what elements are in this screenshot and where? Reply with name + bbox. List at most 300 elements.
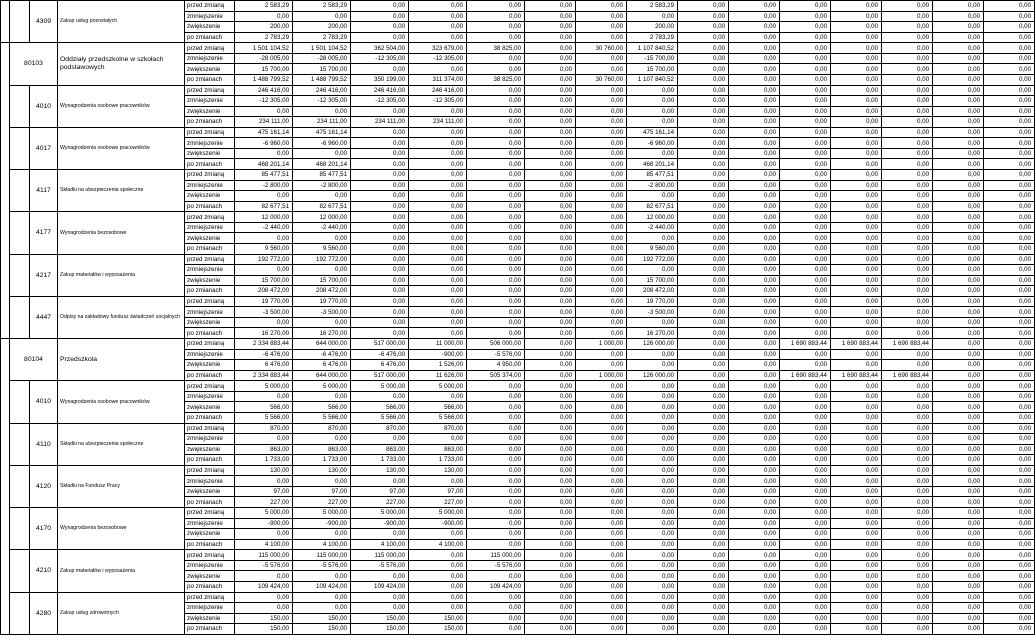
- value-cell: 0,00: [525, 43, 576, 54]
- value-cell: 0,00: [576, 444, 627, 455]
- value-cell: 0,00: [467, 444, 525, 455]
- row-label: zmniejszenie: [185, 391, 235, 402]
- value-cell: -28 005,00: [235, 53, 293, 64]
- value-cell: 0,00: [729, 32, 780, 43]
- value-cell: 0,00: [351, 127, 409, 138]
- value-cell: 0,00: [235, 476, 293, 487]
- value-cell: 644 000,00: [293, 370, 351, 381]
- value-cell: 0,00: [933, 127, 984, 138]
- value-cell: 0,00: [678, 159, 729, 170]
- value-cell: 0,00: [409, 212, 467, 223]
- value-cell: 0,00: [882, 328, 933, 339]
- value-cell: 0,00: [293, 317, 351, 328]
- value-cell: 0,00: [882, 529, 933, 540]
- value-cell: 126 000,00: [627, 370, 678, 381]
- value-cell: 0,00: [831, 127, 882, 138]
- table-row: [1, 339, 1035, 350]
- value-cell: 0,00: [729, 265, 780, 276]
- rozdzial-blank-cell: [10, 1, 30, 43]
- value-cell: 0,00: [678, 254, 729, 265]
- rozdzial-blank-cell: [10, 127, 30, 169]
- value-cell: 0,00: [780, 508, 831, 519]
- value-cell: 0,00: [467, 180, 525, 191]
- value-cell: 0,00: [351, 275, 409, 286]
- value-cell: 0,00: [729, 434, 780, 445]
- value-cell: 0,00: [351, 180, 409, 191]
- value-cell: 0,00: [678, 328, 729, 339]
- value-cell: 0,00: [933, 370, 984, 381]
- value-cell: 0,00: [984, 212, 1035, 223]
- value-cell: 0,00: [678, 170, 729, 181]
- value-cell: 311 374,00: [409, 74, 467, 85]
- value-cell: 82 677,51: [627, 201, 678, 212]
- paragraph-description: Składki na ubezpieczenia społeczne: [58, 423, 185, 465]
- value-cell: 0,00: [467, 159, 525, 170]
- value-cell: 0,00: [933, 624, 984, 635]
- value-cell: 0,00: [984, 265, 1035, 276]
- value-cell: 130,00: [235, 465, 293, 476]
- value-cell: 0,00: [984, 571, 1035, 582]
- value-cell: 0,00: [780, 11, 831, 22]
- value-cell: 0,00: [831, 317, 882, 328]
- value-cell: 0,00: [627, 592, 678, 603]
- value-cell: 150,00: [235, 613, 293, 624]
- value-cell: 0,00: [409, 254, 467, 265]
- value-cell: 0,00: [576, 191, 627, 202]
- value-cell: 0,00: [882, 286, 933, 297]
- paragraph-code: 4010: [30, 381, 58, 423]
- value-cell: 0,00: [576, 148, 627, 159]
- value-cell: 0,00: [780, 233, 831, 244]
- value-cell: 0,00: [467, 53, 525, 64]
- value-cell: 0,00: [831, 85, 882, 96]
- value-cell: 0,00: [729, 201, 780, 212]
- value-cell: 0,00: [576, 539, 627, 550]
- row-label: przed zmianą: [185, 170, 235, 181]
- value-cell: 0,00: [627, 423, 678, 434]
- value-cell: 0,00: [831, 32, 882, 43]
- value-cell: 0,00: [525, 402, 576, 413]
- value-cell: 0,00: [525, 560, 576, 571]
- value-cell: 0,00: [780, 581, 831, 592]
- value-cell: -12 305,00: [351, 96, 409, 107]
- value-cell: 0,00: [831, 106, 882, 117]
- value-cell: 0,00: [525, 529, 576, 540]
- value-cell: 0,00: [576, 32, 627, 43]
- value-cell: 0,00: [351, 212, 409, 223]
- value-cell: 0,00: [729, 275, 780, 286]
- value-cell: 0,00: [882, 434, 933, 445]
- value-cell: 150,00: [351, 613, 409, 624]
- value-cell: 0,00: [351, 159, 409, 170]
- value-cell: 0,00: [627, 148, 678, 159]
- value-cell: 6 476,00: [293, 360, 351, 371]
- value-cell: 0,00: [933, 412, 984, 423]
- value-cell: 0,00: [576, 296, 627, 307]
- value-cell: 0,00: [525, 1, 576, 12]
- value-cell: 0,00: [882, 497, 933, 508]
- value-cell: -12 305,00: [409, 96, 467, 107]
- value-cell: 0,00: [576, 222, 627, 233]
- value-cell: 200,00: [627, 22, 678, 33]
- value-cell: 0,00: [678, 317, 729, 328]
- value-cell: 5 000,00: [293, 508, 351, 519]
- row-label: po zmianach: [185, 370, 235, 381]
- value-cell: 15 700,00: [293, 64, 351, 75]
- value-cell: 0,00: [984, 497, 1035, 508]
- value-cell: 9 560,00: [627, 243, 678, 254]
- value-cell: 0,00: [293, 391, 351, 402]
- value-cell: 0,00: [933, 518, 984, 529]
- value-cell: 350 199,00: [351, 74, 409, 85]
- value-cell: 1 690 883,44: [831, 339, 882, 350]
- value-cell: 0,00: [780, 603, 831, 614]
- value-cell: 0,00: [576, 243, 627, 254]
- value-cell: 0,00: [831, 222, 882, 233]
- value-cell: 0,00: [984, 518, 1035, 529]
- rozdzial-blank-cell: [10, 592, 30, 634]
- paragraph-code: 4120: [30, 465, 58, 507]
- value-cell: 505 374,00: [467, 370, 525, 381]
- value-cell: 0,00: [525, 412, 576, 423]
- value-cell: 0,00: [293, 265, 351, 276]
- value-cell: 9 560,00: [293, 243, 351, 254]
- value-cell: 0,00: [882, 212, 933, 223]
- value-cell: 0,00: [351, 138, 409, 149]
- paragraph-code: 4210: [30, 550, 58, 592]
- value-cell: 5 000,00: [409, 508, 467, 519]
- value-cell: 0,00: [627, 349, 678, 360]
- value-cell: 0,00: [831, 11, 882, 22]
- value-cell: 0,00: [467, 191, 525, 202]
- value-cell: 0,00: [984, 370, 1035, 381]
- value-cell: 506 000,00: [467, 339, 525, 350]
- value-cell: 0,00: [627, 117, 678, 128]
- table-row: [1, 550, 1035, 561]
- value-cell: 0,00: [351, 32, 409, 43]
- value-cell: 0,00: [882, 1, 933, 12]
- value-cell: 0,00: [729, 43, 780, 54]
- value-cell: 0,00: [678, 402, 729, 413]
- value-cell: 0,00: [576, 465, 627, 476]
- value-cell: 0,00: [933, 571, 984, 582]
- value-cell: 0,00: [729, 222, 780, 233]
- value-cell: 0,00: [831, 518, 882, 529]
- value-cell: 0,00: [525, 106, 576, 117]
- value-cell: 0,00: [831, 307, 882, 318]
- value-cell: 0,00: [780, 265, 831, 276]
- value-cell: 0,00: [351, 1, 409, 12]
- value-cell: 0,00: [831, 465, 882, 476]
- value-cell: 0,00: [933, 296, 984, 307]
- value-cell: 468 201,14: [627, 159, 678, 170]
- value-cell: 0,00: [467, 127, 525, 138]
- value-cell: 0,00: [729, 339, 780, 350]
- paragraph-code: 4110: [30, 423, 58, 465]
- row-label: zmniejszenie: [185, 349, 235, 360]
- value-cell: 0,00: [576, 349, 627, 360]
- value-cell: 0,00: [525, 391, 576, 402]
- value-cell: 0,00: [729, 402, 780, 413]
- value-cell: 0,00: [882, 180, 933, 191]
- rozdzial-blank-cell: [10, 212, 30, 254]
- row-label: przed zmianą: [185, 296, 235, 307]
- value-cell: 5 000,00: [351, 381, 409, 392]
- value-cell: 0,00: [933, 434, 984, 445]
- value-cell: 0,00: [409, 1, 467, 12]
- row-label: zwiększenie: [185, 64, 235, 75]
- value-cell: 0,00: [933, 349, 984, 360]
- value-cell: 192 772,00: [235, 254, 293, 265]
- value-cell: 0,00: [576, 138, 627, 149]
- value-cell: 0,00: [525, 74, 576, 85]
- value-cell: 0,00: [627, 233, 678, 244]
- value-cell: 0,00: [576, 423, 627, 434]
- value-cell: 566,00: [293, 402, 351, 413]
- value-cell: 0,00: [729, 571, 780, 582]
- value-cell: 0,00: [627, 624, 678, 635]
- value-cell: 0,00: [984, 222, 1035, 233]
- value-cell: 0,00: [780, 349, 831, 360]
- value-cell: -2 440,00: [235, 222, 293, 233]
- value-cell: 1 526,00: [409, 360, 467, 371]
- row-label: przed zmianą: [185, 43, 235, 54]
- value-cell: 0,00: [780, 465, 831, 476]
- value-cell: 4 950,00: [467, 360, 525, 371]
- value-cell: 0,00: [729, 455, 780, 466]
- value-cell: 126 000,00: [627, 339, 678, 350]
- value-cell: 0,00: [409, 159, 467, 170]
- value-cell: 0,00: [467, 1, 525, 12]
- value-cell: 0,00: [467, 486, 525, 497]
- value-cell: 0,00: [467, 296, 525, 307]
- row-label: zwiększenie: [185, 148, 235, 159]
- value-cell: 0,00: [831, 243, 882, 254]
- value-cell: 0,00: [525, 254, 576, 265]
- value-cell: 0,00: [467, 434, 525, 445]
- value-cell: -12 305,00: [351, 53, 409, 64]
- paragraph-description: Wynagrodzenia bezosobowe: [58, 212, 185, 254]
- value-cell: 0,00: [984, 339, 1035, 350]
- value-cell: 0,00: [351, 317, 409, 328]
- value-cell: 0,00: [882, 275, 933, 286]
- value-cell: 0,00: [984, 434, 1035, 445]
- value-cell: 0,00: [780, 74, 831, 85]
- value-cell: 0,00: [984, 550, 1035, 561]
- value-cell: 5 000,00: [409, 381, 467, 392]
- value-cell: 0,00: [627, 455, 678, 466]
- value-cell: 1 488 799,52: [293, 74, 351, 85]
- value-cell: 1 488 799,52: [235, 74, 293, 85]
- value-cell: 0,00: [933, 22, 984, 33]
- paragraph-code: 4117: [30, 170, 58, 212]
- paragraph-code: 4217: [30, 254, 58, 296]
- value-cell: 0,00: [525, 117, 576, 128]
- value-cell: 0,00: [882, 233, 933, 244]
- table-body: [1, 1, 1035, 635]
- row-label: po zmianach: [185, 412, 235, 423]
- value-cell: 0,00: [467, 307, 525, 318]
- value-cell: 0,00: [409, 275, 467, 286]
- value-cell: 0,00: [576, 624, 627, 635]
- value-cell: 0,00: [409, 22, 467, 33]
- value-cell: 0,00: [729, 560, 780, 571]
- row-label: przed zmianą: [185, 127, 235, 138]
- row-label: po zmianach: [185, 243, 235, 254]
- value-cell: 0,00: [627, 613, 678, 624]
- row-label: po zmianach: [185, 201, 235, 212]
- value-cell: 0,00: [831, 148, 882, 159]
- value-cell: 0,00: [780, 43, 831, 54]
- value-cell: 0,00: [467, 106, 525, 117]
- value-cell: 0,00: [831, 455, 882, 466]
- value-cell: 0,00: [525, 497, 576, 508]
- value-cell: 0,00: [627, 106, 678, 117]
- row-label: przed zmianą: [185, 381, 235, 392]
- row-label: zwiększenie: [185, 317, 235, 328]
- value-cell: 0,00: [467, 201, 525, 212]
- value-cell: 0,00: [882, 254, 933, 265]
- value-cell: 0,00: [882, 624, 933, 635]
- value-cell: 97,00: [351, 486, 409, 497]
- value-cell: 0,00: [933, 497, 984, 508]
- value-cell: 0,00: [627, 571, 678, 582]
- value-cell: 0,00: [831, 381, 882, 392]
- value-cell: -900,00: [235, 518, 293, 529]
- value-cell: 0,00: [729, 11, 780, 22]
- value-cell: 0,00: [678, 74, 729, 85]
- value-cell: 566,00: [351, 402, 409, 413]
- value-cell: 1 733,00: [235, 455, 293, 466]
- value-cell: 1 733,00: [293, 455, 351, 466]
- value-cell: 0,00: [729, 508, 780, 519]
- value-cell: 0,00: [467, 539, 525, 550]
- value-cell: 0,00: [351, 592, 409, 603]
- value-cell: 0,00: [984, 529, 1035, 540]
- value-cell: 0,00: [525, 275, 576, 286]
- value-cell: 0,00: [882, 465, 933, 476]
- rozdzial-blank-cell: [10, 170, 30, 212]
- value-cell: 0,00: [882, 592, 933, 603]
- value-cell: 0,00: [780, 275, 831, 286]
- value-cell: 0,00: [933, 180, 984, 191]
- value-cell: 0,00: [351, 296, 409, 307]
- value-cell: 0,00: [984, 402, 1035, 413]
- row-label: po zmianach: [185, 497, 235, 508]
- value-cell: 0,00: [576, 117, 627, 128]
- value-cell: 0,00: [627, 539, 678, 550]
- paragraph-description: Zakup usług pozostałych: [58, 1, 185, 43]
- value-cell: 0,00: [729, 286, 780, 297]
- value-cell: 2 583,29: [293, 1, 351, 12]
- value-cell: 0,00: [933, 159, 984, 170]
- value-cell: 0,00: [678, 412, 729, 423]
- value-cell: 0,00: [678, 497, 729, 508]
- value-cell: 0,00: [882, 613, 933, 624]
- value-cell: 0,00: [678, 127, 729, 138]
- value-cell: 0,00: [678, 138, 729, 149]
- value-cell: 0,00: [984, 603, 1035, 614]
- value-cell: 0,00: [984, 560, 1035, 571]
- table-row: [1, 127, 1035, 138]
- value-cell: 0,00: [627, 317, 678, 328]
- rozdzial-blank-cell: [10, 423, 30, 465]
- value-cell: 0,00: [525, 486, 576, 497]
- value-cell: 0,00: [525, 233, 576, 244]
- value-cell: 0,00: [235, 317, 293, 328]
- value-cell: 150,00: [409, 613, 467, 624]
- table-row: [1, 465, 1035, 476]
- value-cell: 0,00: [576, 603, 627, 614]
- value-cell: 0,00: [984, 592, 1035, 603]
- value-cell: 0,00: [576, 127, 627, 138]
- value-cell: 0,00: [409, 138, 467, 149]
- value-cell: 0,00: [627, 444, 678, 455]
- value-cell: 0,00: [882, 571, 933, 582]
- value-cell: 150,00: [293, 624, 351, 635]
- value-cell: 0,00: [525, 381, 576, 392]
- value-cell: 0,00: [678, 603, 729, 614]
- value-cell: 0,00: [525, 339, 576, 350]
- value-cell: 0,00: [525, 11, 576, 22]
- value-cell: 0,00: [729, 328, 780, 339]
- value-cell: 0,00: [780, 307, 831, 318]
- outer-blank-cell: [1, 1, 10, 43]
- row-label: zmniejszenie: [185, 476, 235, 487]
- value-cell: 475 161,14: [627, 127, 678, 138]
- value-cell: 0,00: [780, 360, 831, 371]
- value-cell: 0,00: [351, 434, 409, 445]
- value-cell: 0,00: [882, 317, 933, 328]
- row-label: zwiększenie: [185, 233, 235, 244]
- value-cell: 0,00: [882, 455, 933, 466]
- value-cell: 0,00: [525, 603, 576, 614]
- value-cell: 0,00: [525, 307, 576, 318]
- value-cell: 0,00: [984, 624, 1035, 635]
- value-cell: 0,00: [627, 497, 678, 508]
- value-cell: 0,00: [831, 201, 882, 212]
- value-cell: 0,00: [984, 43, 1035, 54]
- value-cell: 0,00: [576, 317, 627, 328]
- value-cell: 0,00: [351, 307, 409, 318]
- value-cell: 0,00: [729, 518, 780, 529]
- value-cell: 0,00: [678, 613, 729, 624]
- row-label: przed zmianą: [185, 212, 235, 223]
- value-cell: 0,00: [729, 159, 780, 170]
- value-cell: 0,00: [576, 486, 627, 497]
- value-cell: 0,00: [627, 96, 678, 107]
- value-cell: 0,00: [831, 96, 882, 107]
- value-cell: 0,00: [409, 127, 467, 138]
- value-cell: 0,00: [984, 296, 1035, 307]
- value-cell: 0,00: [933, 486, 984, 497]
- value-cell: 0,00: [678, 11, 729, 22]
- value-cell: 0,00: [467, 508, 525, 519]
- value-cell: 0,00: [293, 106, 351, 117]
- value-cell: 0,00: [525, 127, 576, 138]
- value-cell: 0,00: [467, 96, 525, 107]
- value-cell: 0,00: [409, 32, 467, 43]
- value-cell: 0,00: [780, 117, 831, 128]
- value-cell: 0,00: [678, 212, 729, 223]
- value-cell: -6 476,00: [235, 349, 293, 360]
- row-label: zmniejszenie: [185, 222, 235, 233]
- value-cell: 0,00: [467, 243, 525, 254]
- value-cell: 0,00: [351, 254, 409, 265]
- value-cell: 97,00: [409, 486, 467, 497]
- value-cell: 0,00: [882, 486, 933, 497]
- value-cell: 0,00: [882, 581, 933, 592]
